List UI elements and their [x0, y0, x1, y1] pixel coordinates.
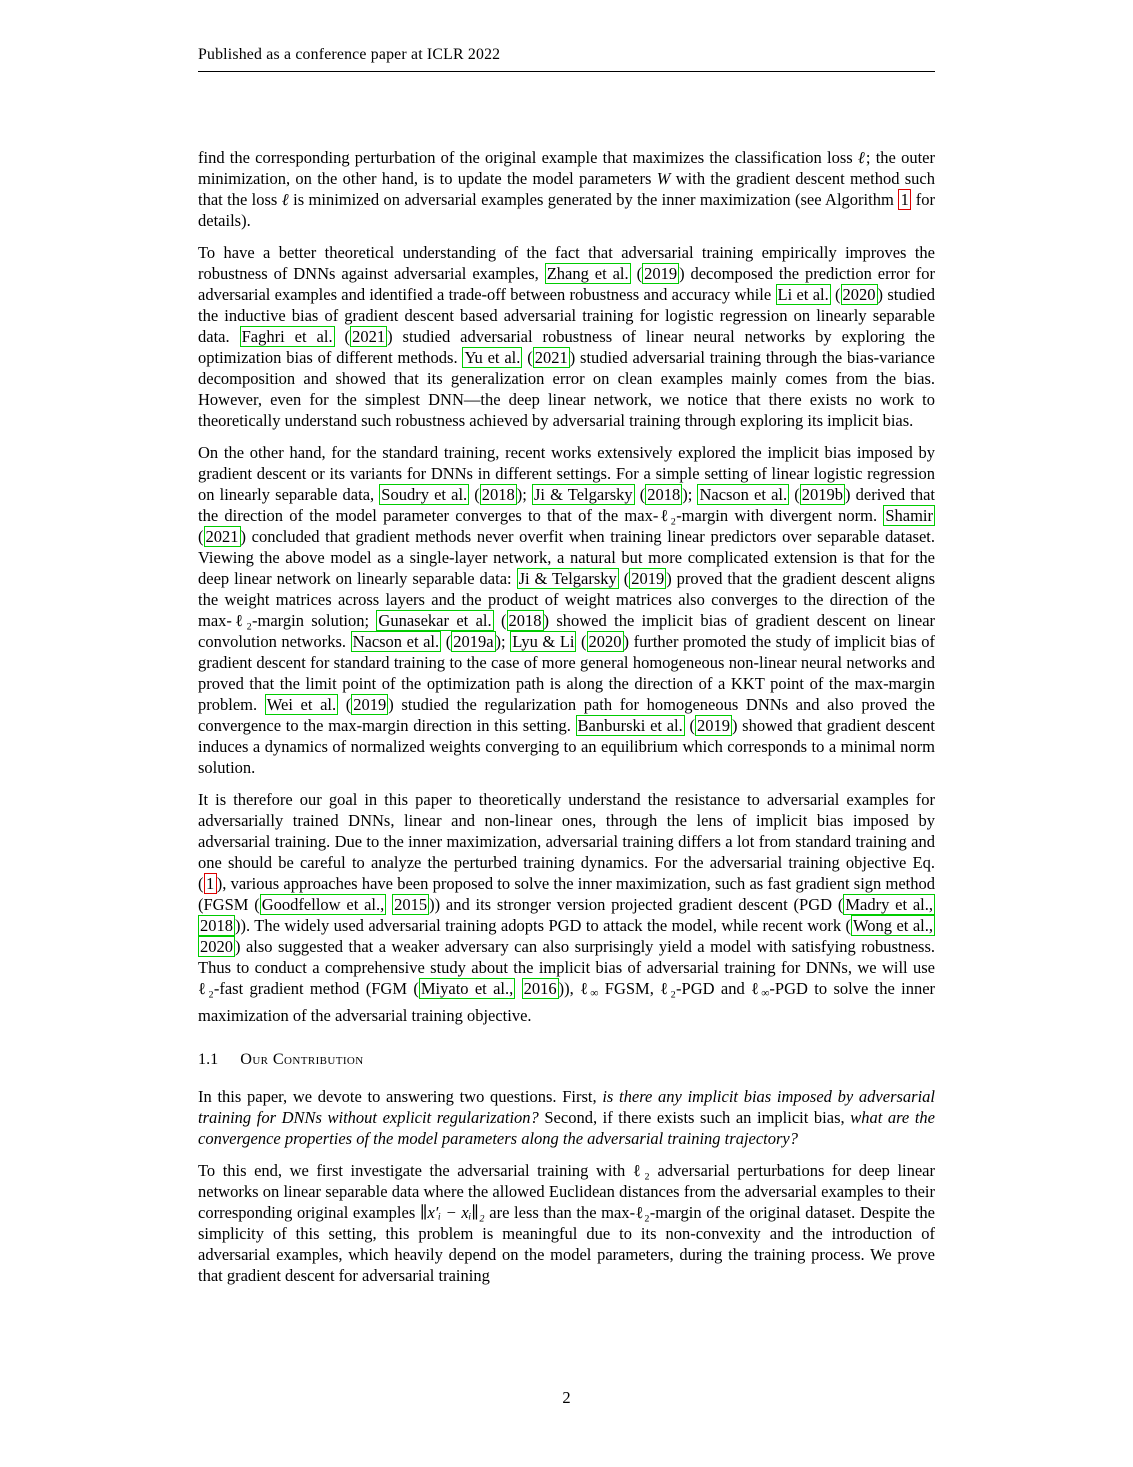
text-segment: ) also suggested that a weaker adversary can also surprisingly yield a model with satisfying robustness. Thus to conduct a comprehensive study about the implicit bias of adversarial training for DNNs, we will use ℓ₂-fast gradient method (FGM (	[198, 937, 935, 998]
citation-link[interactable]: Wei et al.	[266, 695, 337, 714]
citation-link[interactable]: 2020	[588, 632, 622, 651]
citation-link[interactable]: 2021	[352, 327, 386, 346]
text-segment: ; the outer minimization, on the other hand, is to update the model parameters	[198, 148, 935, 188]
text-segment: ℓ	[281, 190, 289, 209]
citation-link[interactable]: 2019	[644, 264, 678, 283]
text-segment: (	[634, 485, 646, 504]
text-segment: (	[334, 327, 351, 346]
text-segment: is minimized on adversarial examples generated by the inner maximization (see Algorithm	[288, 190, 899, 209]
section-number: 1.1	[198, 1049, 219, 1068]
citation-link[interactable]: 2018	[647, 485, 681, 504]
text-segment: (	[493, 611, 507, 630]
text-segment: are less than the max-ℓ₂-margin of the original dataset. Despite the simplicity of this setting, this problem is meaningful due to its non-convexity and the introduction of adversarial examples, which heavily depend on the model parameters, during the training process. We prove that gradient descent for adversarial training	[198, 1202, 935, 1285]
citation-link[interactable]: Nacson et al.	[352, 632, 440, 651]
text-segment: (	[684, 716, 695, 735]
text-segment: ℓ	[857, 148, 866, 167]
text-segment: find the corresponding perturbation of the original example that maximizes the classification loss	[198, 148, 858, 167]
text-segment: ) studied the regularization path for homogeneous DNNs and also proved the convergence to the max-margin direction in this setting.	[198, 695, 935, 735]
text-segment: ∞	[590, 987, 599, 1000]
citation-link[interactable]: Ji & Telgarsky	[534, 485, 633, 504]
text-segment: FGSM, ℓ₂-PGD and ℓ	[598, 979, 762, 998]
citation-link[interactable]: Miyato et al.,	[420, 979, 514, 998]
text-segment: ∥x′ᵢ − xᵢ∥₂	[419, 1202, 485, 1222]
citation-link[interactable]: Madry et al.,	[845, 895, 934, 914]
text-segment: (	[522, 348, 533, 367]
text-segment: for details).	[198, 190, 935, 230]
text-segment: ) studied adversarial training through the bias-variance decomposition and showed that its generalization error on clean examples mainly comes from the bias. However, even for the simplest DNN—the deep linear network, we notice that there exists no work to theoretically understand such robustness achieved by adversarial training through exploring its implicit bias.	[198, 348, 935, 430]
text-segment: It is therefore our goal in this paper to theoretically understand the resistance to adversarial examples for adversarially trained DNNs, linear and non-linear ones, through the lens of implicit bias imposed by adversarial training. Due to the inner maximization, adversarial training differs a lot from standard training and one should be careful to analyze the perturbed training dynamics. For the adversarial training objective Eq. (	[198, 790, 935, 893]
text-segment: ) decomposed the prediction error for adversarial examples and identified a trade-off between robustness and accuracy while	[198, 264, 936, 304]
paper-body	[198, 147, 935, 1297]
citation-link[interactable]: Shamir	[885, 506, 933, 525]
text-segment: (	[338, 695, 352, 714]
section-heading-our-contribution	[198, 1050, 935, 1069]
citation-link[interactable]: Gunasekar et al.	[378, 611, 492, 630]
citation-link[interactable]: 2019	[353, 695, 387, 714]
paragraph-intro-continuation	[198, 147, 935, 231]
citation-link[interactable]: Goodfellow et al.,	[261, 895, 385, 914]
text-segment: ) studied adversarial robustness of linear neural networks by exploring the optimization bias of different methods.	[198, 327, 935, 367]
text-segment: ) concluded that gradient methods never overfit when training linear predictors over separable dataset. Viewing the above model as a single-layer network, a natural but more complicated extension is that for the deep linear network on linearly separable data:	[198, 527, 935, 588]
text-segment: W	[656, 169, 671, 188]
text-segment: -PGD to solve the inner maximization of the adversarial training objective.	[198, 979, 936, 1025]
citation-link[interactable]: 2019	[696, 716, 730, 735]
text-segment: In this paper, we devote to answering two questions. First,	[198, 1086, 603, 1106]
paragraph-two-questions	[198, 1086, 935, 1149]
text-segment: ), various approaches have been proposed to solve the inner maximization, such as fast gradient sign method (FGSM (	[198, 874, 935, 914]
citation-link[interactable]: 2019	[631, 569, 665, 588]
citation-link[interactable]: 2019b	[801, 485, 844, 504]
text-segment: ) derived that the direction of the model parameter converges to that of the max-ℓ₂-margin with divergent norm.	[198, 485, 935, 525]
text-segment: with the gradient descent method such that the loss	[198, 169, 936, 209]
text-segment: );	[495, 632, 511, 651]
paragraph-first-investigation	[198, 1160, 935, 1286]
paragraph-paper-goal	[198, 789, 935, 1026]
text-segment: what are the convergence properties of the model parameters along the adversarial training trajectory?	[198, 1107, 935, 1148]
text-segment: (	[576, 632, 587, 651]
text-segment: On the other hand, for the standard training, recent works extensively explored the implicit bias imposed by gradient descent or its variants for DNNs in different settings. For a simple setting of linear logistic regression on linearly separable data,	[198, 443, 935, 504]
text-segment: ) proved that the gradient descent aligns the weight matrices across layers and the product of weight matrices also converges to the direction of the max-ℓ₂-margin solution;	[198, 569, 935, 630]
page-header	[198, 46, 935, 72]
text-segment: ) showed the implicit bias of gradient descent on linear convolution networks.	[198, 611, 936, 651]
text-segment: (	[469, 485, 480, 504]
citation-link[interactable]: Lyu & Li	[512, 632, 575, 651]
header-rule	[198, 71, 935, 72]
citation-link[interactable]: Yu et al.	[464, 348, 521, 367]
page-footer	[198, 1388, 935, 1408]
citation-link[interactable]: 2021	[534, 348, 568, 367]
paragraph-standard-training-implicit-bias	[198, 442, 935, 778]
text-segment: (	[630, 264, 643, 283]
citation-link[interactable]: 2015	[394, 895, 428, 914]
citation-link[interactable]: Zhang et al.	[546, 264, 629, 283]
text-segment: To this end, we first investigate the adversarial training with ℓ₂ adversarial perturbations for deep linear networks on linear separable data where the allowed Euclidean distances from the adversarial examples to their corresponding original examples	[198, 1160, 935, 1222]
citation-link[interactable]: Faghri et al.	[241, 327, 333, 346]
text-segment: Second, if there exists such an implicit bias,	[538, 1107, 851, 1127]
citation-link[interactable]: Ji & Telgarsky	[518, 569, 617, 588]
text-segment: (	[198, 527, 204, 546]
text-segment: is there any implicit bias imposed by adversarial training for DNNs without explicit regularization?	[198, 1086, 935, 1127]
text-segment: )) and its stronger version projected gradient descent (PGD (	[429, 895, 844, 914]
algorithm-1-link[interactable]: 1	[898, 189, 911, 210]
text-segment: ∞	[761, 987, 770, 1000]
citation-link[interactable]: 2020	[842, 285, 876, 304]
text-segment: (	[830, 285, 841, 304]
text-segment: ) showed that gradient descent induces a dynamics of normalized weights converging to an equilibrium which corresponds to a minimal norm solution.	[198, 716, 936, 777]
text-segment: );	[516, 485, 532, 504]
text-segment: (	[789, 485, 800, 504]
citation-link[interactable]: Nacson et al.	[699, 485, 788, 504]
text-segment	[515, 979, 521, 998]
citation-link[interactable]: Wong et al.,	[853, 916, 933, 935]
text-segment: )), ℓ	[558, 979, 591, 998]
section-title: Our Contribution	[240, 1049, 364, 1068]
citation-link[interactable]: 2018	[481, 485, 515, 504]
citation-link[interactable]: 2021	[205, 527, 239, 546]
citation-link[interactable]: 2018	[200, 916, 233, 935]
text-segment: (	[618, 569, 630, 588]
text-segment: (	[441, 632, 452, 651]
equation-1-link[interactable]: 1	[204, 873, 217, 894]
citation-link[interactable]: 2016	[523, 979, 557, 998]
text-segment: );	[682, 485, 698, 504]
paragraph-adversarial-training-theory	[198, 242, 935, 431]
text-segment: To have a better theoretical understanding of the fact that adversarial training empirically improves the robustness of DNNs against adversarial examples,	[198, 243, 935, 283]
citation-link[interactable]: 2020	[200, 937, 233, 956]
text-segment: ) further promoted the study of implicit bias of gradient descent for standard training to the case of more general homogeneous non-linear neural networks and proved that the limit point of the optimization path is along the direction of a KKT point of the max-margin problem.	[198, 632, 935, 714]
text-segment: )). The widely used adversarial training adopts PGD to attack the model, while recent work (	[235, 916, 852, 935]
text-segment: ) studied the inductive bias of gradient descent based adversarial training for logistic regression on linearly separable data.	[198, 285, 935, 346]
citation-link[interactable]: Soudry et al.	[381, 485, 468, 504]
citation-link[interactable]: Li et al.	[777, 285, 829, 304]
page-number: 2	[562, 1388, 571, 1407]
running-head: Published as a conference paper at ICLR 2022	[198, 46, 501, 63]
citation-link[interactable]: 2018	[508, 611, 542, 630]
citation-link[interactable]: 2019a	[453, 632, 494, 651]
citation-link[interactable]: Banburski et al.	[577, 716, 683, 735]
